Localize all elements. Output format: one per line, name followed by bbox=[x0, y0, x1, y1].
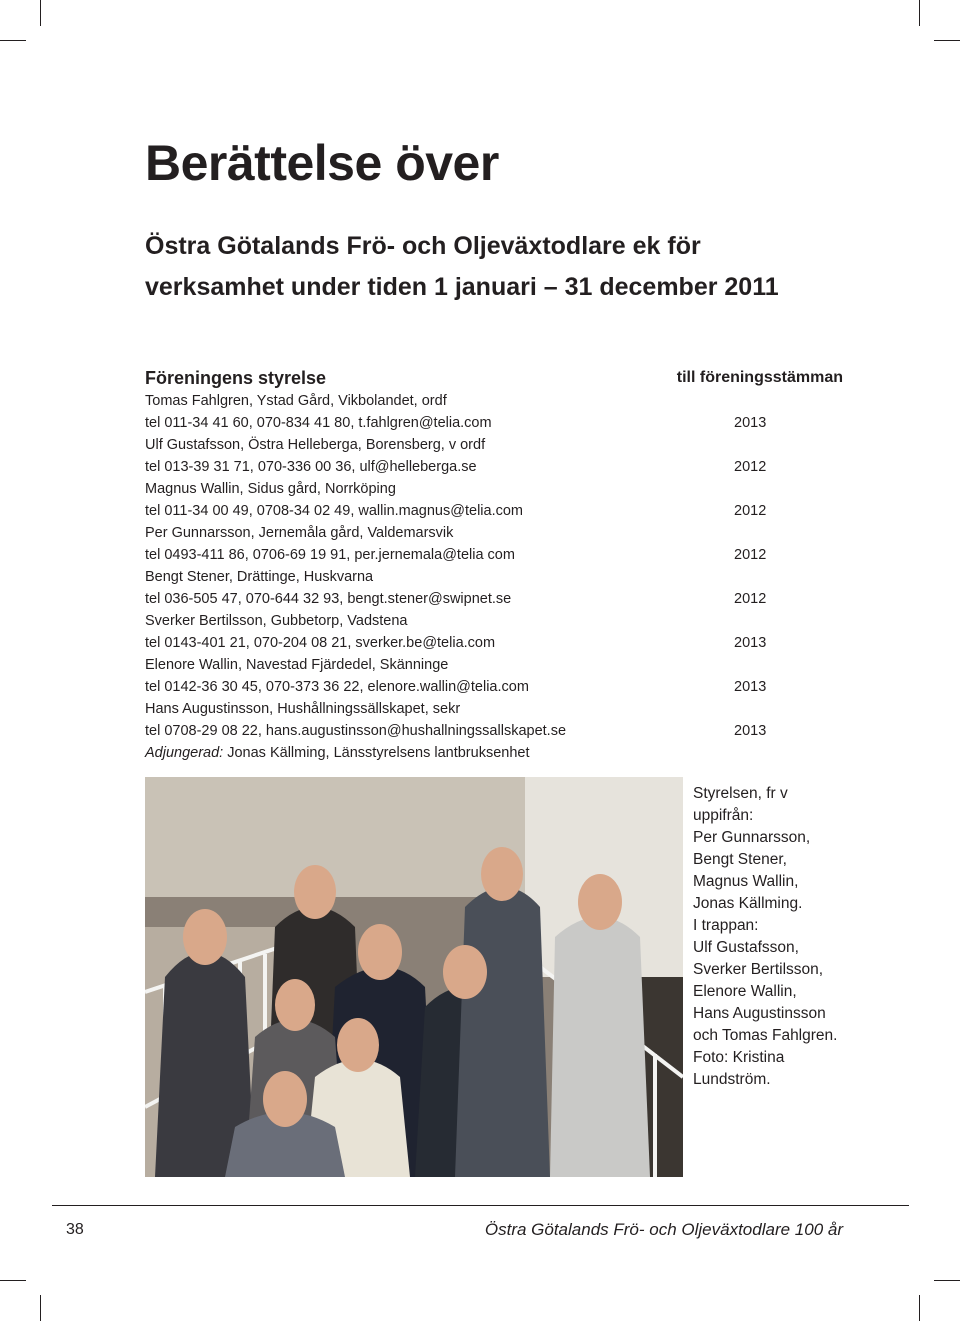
member-contact-row bbox=[145, 720, 840, 742]
member-name: Elenore Wallin, Navestad Fjärdedel, Skänninge bbox=[145, 657, 449, 673]
caption-line: Elenore Wallin, bbox=[693, 983, 797, 1000]
crop-mark bbox=[934, 40, 960, 41]
member-term-year: 2013 bbox=[734, 679, 767, 695]
member-term-year: 2012 bbox=[734, 547, 767, 563]
caption-line: uppifrån: bbox=[693, 807, 754, 824]
member-contact: tel 013-39 31 71, 070-336 00 36, ulf@helleberga.se bbox=[145, 459, 477, 475]
member-name: Sverker Bertilsson, Gubbetorp, Vadstena bbox=[145, 613, 408, 629]
member-term-year: 2013 bbox=[734, 723, 767, 739]
member-contact-row bbox=[145, 456, 840, 478]
adjunct-text: Jonas Källming, Länsstyrelsens lantbruksenhet bbox=[223, 745, 530, 761]
crop-mark bbox=[919, 0, 920, 26]
crop-mark bbox=[934, 1280, 960, 1281]
caption-line: och Tomas Fahlgren. bbox=[693, 1027, 838, 1044]
term-heading: till föreningsstämman bbox=[676, 369, 843, 386]
crop-mark bbox=[40, 1295, 41, 1321]
member-contact-row bbox=[145, 412, 840, 434]
subtitle-line-1: Östra Götalands Frö- och Oljeväxtodlare ek för bbox=[145, 232, 701, 260]
member-term-year: 2013 bbox=[734, 635, 767, 651]
member-term-year: 2013 bbox=[734, 415, 767, 431]
crop-mark bbox=[40, 0, 41, 26]
crop-mark bbox=[0, 40, 26, 41]
board-group-photo bbox=[145, 777, 683, 1177]
board-heading-row bbox=[145, 366, 843, 390]
photo-caption bbox=[693, 783, 863, 1091]
member-contact: tel 0143-401 21, 070-204 08 21, sverker.be@telia.com bbox=[145, 635, 496, 651]
subtitle-line-2: verksamhet under tiden 1 januari – 31 december 2011 bbox=[145, 273, 779, 301]
caption-line: Hans Augustinsson bbox=[693, 1005, 826, 1022]
caption-line: Bengt Stener, bbox=[693, 851, 787, 868]
member-contact: tel 011-34 41 60, 070-834 41 80, t.fahlgren@telia.com bbox=[145, 415, 492, 431]
member-contact-row bbox=[145, 632, 840, 654]
footer-publication-title: Östra Götalands Frö- och Oljeväxtodlare 100 år bbox=[484, 1220, 843, 1239]
caption-line: I trappan: bbox=[693, 917, 759, 934]
member-term-year: 2012 bbox=[734, 459, 767, 475]
member-contact-row bbox=[145, 588, 840, 610]
caption-line: Styrelsen, fr v bbox=[693, 785, 788, 802]
board-list bbox=[145, 366, 843, 764]
member-name: Per Gunnarsson, Jernemåla gård, Valdemarsvik bbox=[145, 525, 454, 541]
member-term-year: 2012 bbox=[734, 591, 767, 607]
page-title: Berättelse över bbox=[145, 135, 499, 191]
board-heading: Föreningens styrelse bbox=[145, 368, 327, 388]
caption-line: Per Gunnarsson, bbox=[693, 829, 811, 846]
caption-line: Jonas Källming. bbox=[693, 895, 803, 912]
member-term-year: 2012 bbox=[734, 503, 767, 519]
member-name: Bengt Stener, Drättinge, Huskvarna bbox=[145, 569, 374, 585]
caption-line: Ulf Gustafsson, bbox=[693, 939, 799, 956]
caption-line: Lundström. bbox=[693, 1071, 771, 1088]
member-name: Hans Augustinsson, Hushållningssällskapet, sekr bbox=[145, 701, 461, 717]
member-contact: tel 036-505 47, 070-644 32 93, bengt.stener@swipnet.se bbox=[145, 591, 512, 607]
member-name: Magnus Wallin, Sidus gård, Norrköping bbox=[145, 481, 396, 497]
page-subtitle bbox=[145, 226, 779, 308]
caption-line: Magnus Wallin, bbox=[693, 873, 799, 890]
member-contact-row bbox=[145, 544, 840, 566]
crop-mark bbox=[919, 1295, 920, 1321]
member-contact: tel 0493-411 86, 0706-69 19 91, per.jernemala@telia com bbox=[145, 547, 515, 563]
caption-line: Sverker Bertilsson, bbox=[693, 961, 824, 978]
crop-mark bbox=[0, 1280, 26, 1281]
member-contact: tel 011-34 00 49, 0708-34 02 49, wallin.magnus@telia.com bbox=[145, 503, 523, 519]
adjunct-label: Adjungerad: bbox=[145, 745, 224, 761]
page-number: 38 bbox=[66, 1221, 84, 1238]
member-name: Ulf Gustafsson, Östra Helleberga, Borensberg, v ordf bbox=[145, 437, 486, 453]
member-contact-row bbox=[145, 500, 840, 522]
member-contact: tel 0708-29 08 22, hans.augustinsson@hushallningssallskapet.se bbox=[145, 723, 567, 739]
member-contact-row bbox=[145, 676, 840, 698]
adjunct-row bbox=[145, 742, 840, 764]
caption-line: Foto: Kristina bbox=[693, 1049, 785, 1066]
member-name: Tomas Fahlgren, Ystad Gård, Vikbolandet, ordf bbox=[145, 393, 447, 409]
footer-rule bbox=[52, 1205, 909, 1206]
member-contact: tel 0142-36 30 45, 070-373 36 22, elenore.wallin@telia.com bbox=[145, 679, 529, 695]
